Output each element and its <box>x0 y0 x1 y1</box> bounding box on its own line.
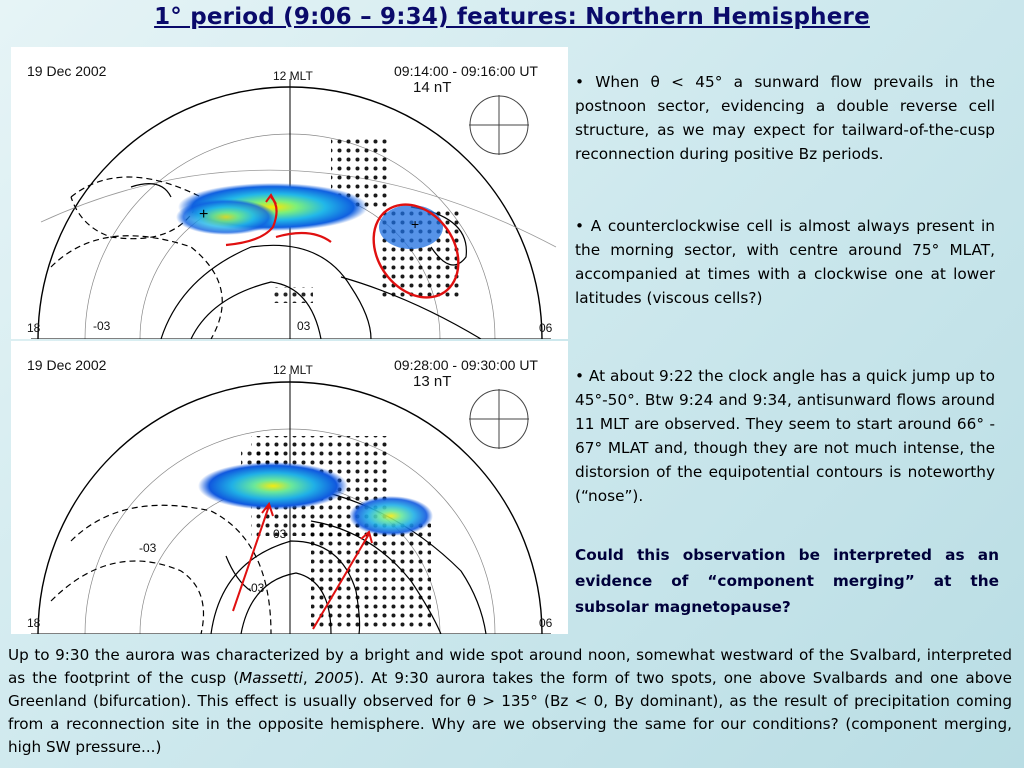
top-field-label: 14 nT <box>413 79 452 96</box>
slide-title: 1° period (9:06 – 9:34) features: Northern Hemisphere <box>154 4 870 30</box>
top-contour-label-1: -03 <box>93 319 111 333</box>
bottom-time-range: 09:28:00 - 09:30:00 UT <box>394 357 538 373</box>
top-contour-label-2: 03 <box>297 319 311 333</box>
component-merging-question: Could this observation be interpreted as an evidence of “component merging” at the subsolar magnetopause? <box>575 546 999 616</box>
summary-part-1: Up to 9:30 the aurora was characterized by a bright and wide spot around noon, somewhat westward of the Svalbard, interpreted as the footprint of the cusp ( <box>8 646 1012 687</box>
svg-text:+: + <box>411 216 420 232</box>
bottom-contour-label-3: -03 <box>247 581 265 595</box>
top-polar-map <box>11 47 568 339</box>
citation-author: Massetti <box>239 669 303 687</box>
citation-separator: , <box>302 669 315 687</box>
bottom-mlt-label: 12 MLT <box>273 363 313 377</box>
top-label-18: 18 <box>27 321 41 335</box>
svg-text:+: + <box>199 206 209 223</box>
bullet-counterclockwise-cell: • A counterclockwise cell is almost always present in the morning sector, with centre around 75° MLAT, accompanied at times with a clockwise one at lower latitudes (viscous cells?) <box>575 217 995 307</box>
bullet-antisunward-flows: • At about 9:22 the clock angle has a quick jump up to 45°-50°. Btw 9:24 and 9:34, antisunward flows around 11 MLT are observed. They seem to start around 66° - 67° MLAT and, though they are not much intense, the distorsion of the equipotential contours is noteworthy (“nose”). <box>575 367 995 505</box>
top-mlt-label: 12 MLT <box>273 69 313 83</box>
bottom-map-graphic <box>11 341 568 634</box>
bottom-contour-label-1: -03 <box>139 541 157 555</box>
bottom-contour-label-2: 03 <box>273 527 287 541</box>
bottom-polar-map <box>11 341 568 634</box>
top-map-graphic <box>11 47 568 339</box>
top-time-range: 09:14:00 - 09:16:00 UT <box>394 63 538 79</box>
bottom-label-18: 18 <box>27 616 41 630</box>
top-label-06: 06 <box>539 321 553 335</box>
bottom-date-label: 19 Dec 2002 <box>27 357 107 373</box>
citation-year: 2005 <box>314 669 354 687</box>
summary-part-2: ). At 9:30 aurora takes the form of two spots, one above Svalbards and one above Greenland (bifurcation). This effect is usually observed for θ > 135° (Bz < 0, By dominant), as the result of precipitation coming from a reconnection site in the opposite hemisphere. Why are we observing the same for our conditions? (component merging, high SW pressure...) <box>8 669 1012 756</box>
aurora-summary-paragraph <box>8 644 1012 759</box>
bottom-field-label: 13 nT <box>413 373 452 390</box>
bottom-label-06: 06 <box>539 616 553 630</box>
bullet-double-reverse-cell: • When θ < 45° a sunward flow prevails in the postnoon sector, evidencing a double reverse cell structure, as we may expect for tailward-of-the-cusp reconnection during positive Bz periods. <box>575 73 995 163</box>
top-date-label: 19 Dec 2002 <box>27 63 107 79</box>
